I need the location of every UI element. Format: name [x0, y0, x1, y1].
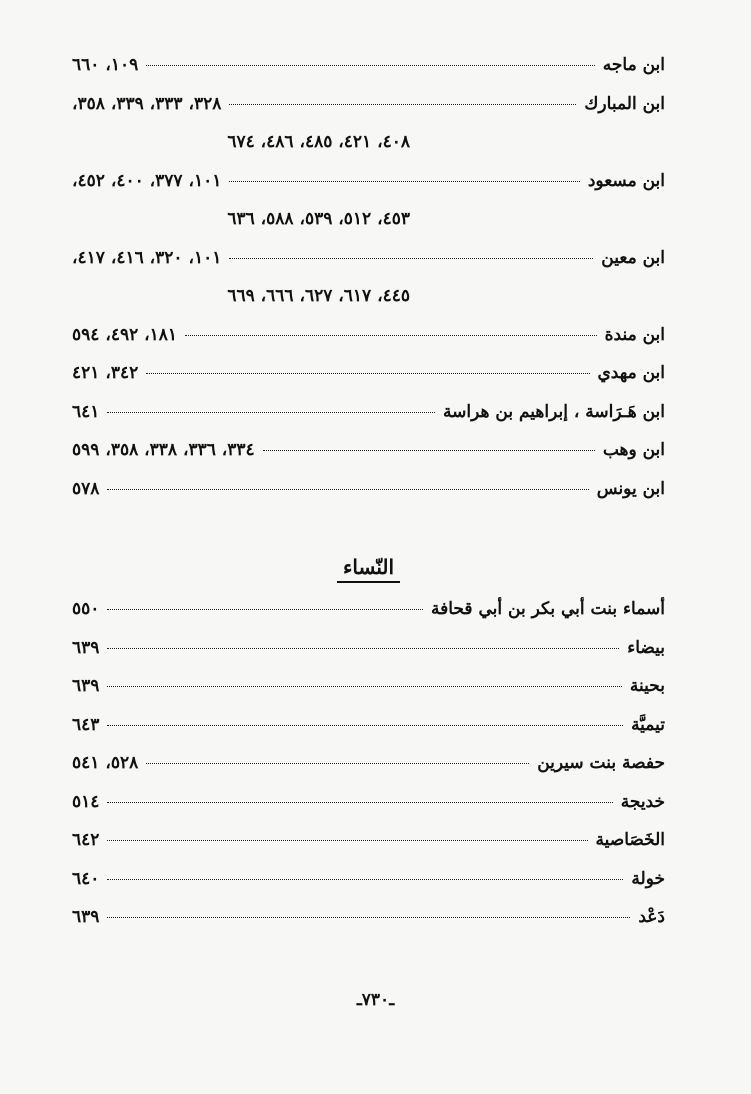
women-index-list — [72, 599, 665, 946]
entry-pages: ٦٣٩ — [72, 907, 100, 927]
index-entry — [72, 479, 665, 518]
dotted-leader — [107, 686, 622, 687]
entry-pages: ١٨١، ٤٩٢، ٥٩٤ — [72, 324, 178, 345]
entry-name: ابن هَـرَاسة ، إبراهيم بن هراسة — [443, 401, 665, 422]
entry-pages: ١٠١، ٣٢٠، ٤١٦، ٤١٧، — [72, 247, 222, 268]
entry-pages: ٤٥٣، ٥١٢، ٥٣٩، ٥٨٨، ٦٣٦ — [227, 209, 410, 229]
index-entry-continuation — [72, 286, 665, 325]
entry-pages: ٦٤٠ — [72, 868, 100, 889]
dotted-leader — [185, 335, 597, 336]
page-number: ـ٧٣٠ـ — [356, 990, 395, 1010]
section-title-women — [72, 555, 665, 579]
index-entry — [72, 638, 665, 677]
dotted-leader — [107, 412, 435, 413]
dotted-leader — [263, 450, 595, 451]
index-entry — [72, 715, 665, 754]
index-entry — [72, 402, 665, 441]
entry-pages: ٦٣٩ — [72, 637, 100, 658]
entry-pages: ١٠١، ٣٧٧، ٤٠٠، ٤٥٢، — [72, 170, 222, 191]
dotted-leader — [107, 802, 612, 803]
index-entry — [72, 55, 665, 94]
dotted-leader — [107, 489, 588, 490]
entry-pages: ٦٤٣ — [72, 714, 100, 735]
entry-name: خولة — [631, 868, 665, 889]
dotted-leader — [229, 104, 576, 105]
entry-name: بيضاء — [627, 637, 665, 658]
entry-name: أسماء بنت أبي بكر بن أبي قحافة — [431, 599, 665, 619]
dotted-leader — [146, 373, 589, 374]
entry-pages: ٣٢٨، ٣٣٣، ٣٣٩، ٣٥٨، — [72, 93, 222, 114]
index-entry — [72, 363, 665, 402]
entry-pages: ٥١٤ — [72, 791, 100, 812]
entry-pages: ٤٠٨، ٤٢١، ٤٨٥، ٤٨٦، ٦٧٤ — [227, 132, 410, 152]
index-entry — [72, 792, 665, 831]
entry-name: ابن وهب — [602, 440, 665, 460]
index-entry — [72, 753, 665, 792]
dotted-leader — [107, 725, 623, 726]
dotted-leader — [107, 879, 623, 880]
index-entry — [72, 94, 665, 133]
entry-name: ابن مندة — [604, 324, 665, 345]
section-title-text: النّساء — [337, 555, 400, 583]
entry-name: بحينة — [629, 676, 665, 696]
entry-name: ابن مسعود — [587, 170, 665, 191]
index-entry — [72, 869, 665, 908]
entry-name: تيميَّة — [631, 714, 665, 735]
entry-name: ابن المبارك — [584, 93, 665, 114]
entry-name: ابن معين — [601, 247, 665, 268]
entry-name: حفصة بنت سيرين — [537, 753, 665, 773]
index-entry-continuation — [72, 209, 665, 248]
dotted-leader — [229, 258, 593, 259]
index-entry — [72, 248, 665, 287]
entry-name: ابن مهدي — [597, 363, 665, 383]
entry-pages: ٦٤٢ — [72, 830, 100, 850]
dotted-leader — [107, 648, 619, 649]
index-entry-continuation — [72, 132, 665, 171]
entry-pages: ٦٤١ — [72, 401, 100, 422]
dotted-leader — [107, 609, 423, 610]
entry-name: خديجة — [620, 791, 665, 812]
dotted-leader — [107, 917, 630, 918]
entry-pages: ٣٤٢، ٤٢١ — [72, 363, 139, 383]
index-entry — [72, 171, 665, 210]
entry-pages: ١٠٩، ٦٦٠ — [72, 55, 139, 75]
index-entry — [72, 325, 665, 364]
entry-pages: ٣٣٤، ٣٣٦، ٣٣٨، ٣٥٨، ٥٩٩ — [72, 440, 255, 460]
entry-name: ابن ماجه — [602, 55, 665, 75]
entry-name: الخَصَاصية — [595, 830, 665, 850]
men-index-list — [72, 55, 665, 517]
entry-name: دَعْد — [638, 907, 665, 927]
dotted-leader — [146, 763, 529, 764]
dotted-leader — [229, 181, 580, 182]
dotted-leader — [107, 840, 587, 841]
dotted-leader — [146, 65, 595, 66]
index-entry — [72, 676, 665, 715]
entry-pages: ٦٣٩ — [72, 676, 100, 696]
index-entry — [72, 907, 665, 946]
entry-name: ابن يونس — [596, 478, 665, 499]
index-entry — [72, 830, 665, 869]
entry-pages: ٥٧٨ — [72, 478, 100, 499]
entry-pages: ٥٢٨، ٥٤١ — [72, 753, 139, 773]
entry-pages: ٤٤٥، ٦١٧، ٦٢٧، ٦٦٦، ٦٦٩ — [227, 286, 410, 306]
entry-pages: ٥٥٠ — [72, 599, 100, 619]
index-entry — [72, 440, 665, 479]
index-entry — [72, 599, 665, 638]
